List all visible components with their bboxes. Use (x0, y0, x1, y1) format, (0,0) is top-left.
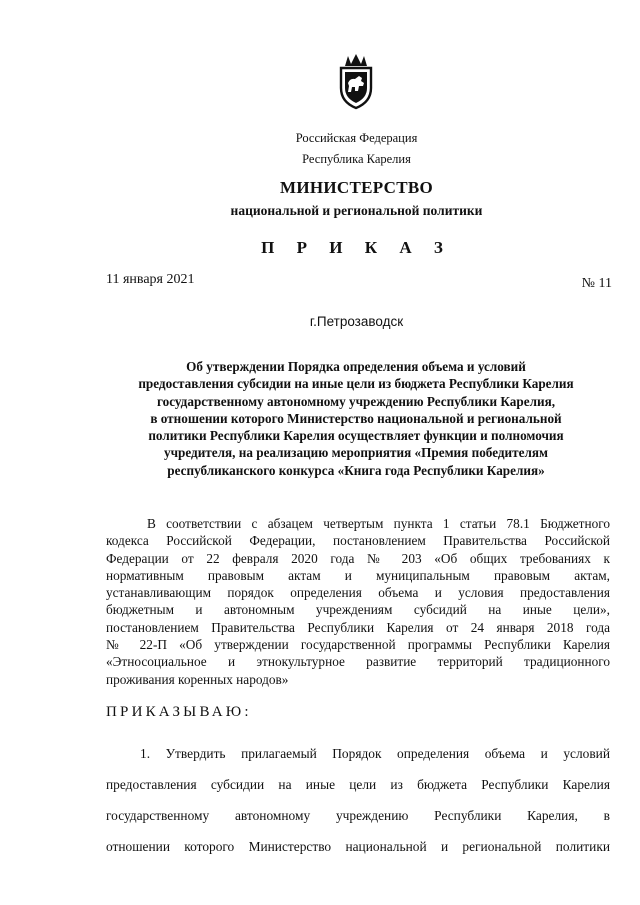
document-city: г.Петрозаводск (309, 314, 404, 329)
document-type: П Р И К А З (261, 238, 452, 257)
item-line: предоставления субсидии на иные цели из бюджета Республики Карелия (106, 777, 610, 792)
subject-line: в отношении которого Министерство национальной и региональной (150, 410, 562, 426)
item-line: 1. Утвердить прилагаемый Порядок определения объема и условий (140, 746, 610, 761)
item-line: отношении которого Министерство национальной и региональной политики (106, 839, 610, 854)
subject-line: государственному автономному учреждению Республики Карелия, (156, 393, 556, 409)
subject-line: политики Республики Карелия осуществляет функции и полномочия (148, 428, 564, 444)
preamble-line: проживания коренных народов» (106, 671, 289, 687)
ministry-title: МИНИСТЕРСТВО (279, 178, 434, 197)
federation-label: Российская Федерация (295, 131, 418, 145)
order-directive: ПРИКАЗЫВАЮ: (106, 704, 252, 720)
preamble-paragraph (106, 515, 610, 688)
subject-line: республиканского конкурса «Книга года Республики Карелия» (167, 462, 545, 478)
republic-label: Республика Карелия (302, 152, 411, 166)
preamble-line: № 22-П «Об утверждении государственной программы Республики Карелия (106, 637, 610, 653)
preamble-line: кодекса Российской Федерации, постановлением Правительства Российской (106, 533, 610, 549)
preamble-line: нормативным правовым актам и муниципальным правовым актам, (106, 567, 610, 583)
item-line: государственному автономному учреждению Республики Карелия, в (106, 808, 610, 823)
preamble-line: Федерации от 22 февраля 2020 года № 203 «Об общих требованиях к (106, 550, 610, 566)
preamble-line: бюджетным и автономным учреждениям субсидий на иные цели», (106, 602, 610, 618)
document-date: 11 января 2021 (106, 272, 195, 287)
subject-line: предоставления субсидии на иные цели из бюджета Республики Карелия (138, 376, 574, 392)
preamble-line: «Этносоциальное и этнокультурное развитие территорий традиционного (106, 654, 610, 670)
preamble-line: постановлением Правительства Республики Карелия от 24 января 2018 года (106, 619, 610, 635)
document-subject (106, 358, 606, 479)
subject-line: Об утверждении Порядка определения объема и условий (186, 359, 526, 374)
preamble-line: устанавливающим порядок определения объема и условия предоставления (106, 585, 610, 601)
karelia-coat-of-arms-icon (333, 52, 379, 110)
order-item-1 (106, 738, 610, 862)
document-number: № 11 (581, 276, 612, 291)
subject-line: учредителя, на реализацию мероприятия «Премия победителям (163, 445, 548, 461)
preamble-line: В соответствии с абзацем четвертым пункта 1 статьи 78.1 Бюджетного (147, 516, 610, 531)
ministry-subtitle: национальной и региональной политики (230, 203, 483, 218)
